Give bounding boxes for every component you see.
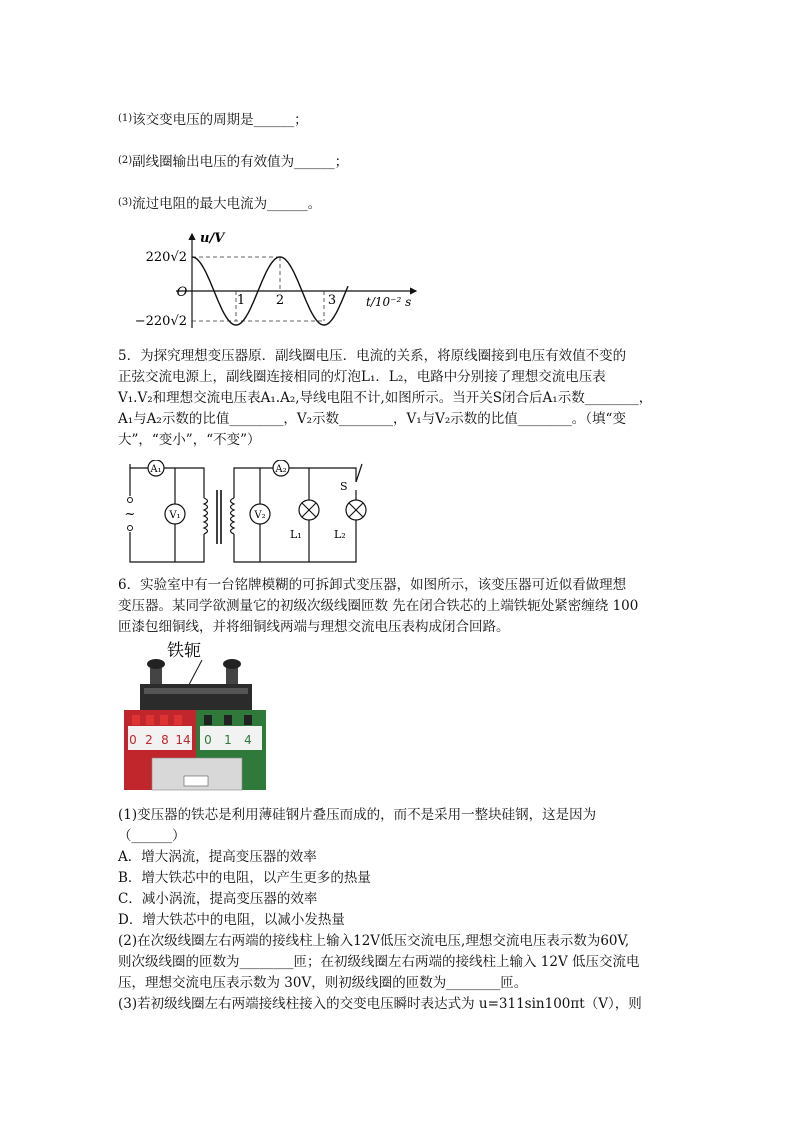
- q5-line-3: V₁.V₂和理想交流电压表A₁.A₂,导线电阻不计,如图所示。当开关S闭合后A₁示数________，: [118, 390, 653, 406]
- left-terminal-0: 0: [129, 733, 137, 747]
- transformer-circuit-diagram: [118, 460, 380, 570]
- voltage-waveform-figure: [118, 228, 428, 333]
- svg-text:A₁: A₁: [150, 464, 162, 475]
- q5-line-1: 5．为探究理想变压器原．副线圈电压．电流的关系，将原线圈接到电压有效值不变的: [118, 348, 627, 364]
- option-d: D．增大铁芯中的电阻，以减小发热量: [118, 912, 345, 928]
- question-item-1: $^{(1)}$该交变电压的周期是______；: [118, 112, 308, 128]
- lamp-l2-label: L₂: [334, 528, 346, 541]
- source-terminal-top: [128, 498, 133, 503]
- q6-line-2: 变压器。某同学欲测量它的初级次级线圈匝数 先在闭合铁芯的上端铁轭处紧密缠绕 100: [118, 598, 639, 614]
- origin-label: O: [176, 285, 188, 300]
- svg-text:A₂: A₂: [275, 464, 287, 475]
- switch-s-label: S: [340, 480, 348, 493]
- q6-sub2-line-1: (2)在次级线圈左右两端的接线柱上输入12V低压交流电压,理想交流电压表示数为60V,: [118, 933, 630, 949]
- x-tick-2: 2: [275, 293, 285, 308]
- q6-sub3-line-1: (3)若初级线圈左右两端接线柱接入的交变电压瞬时表达式为 u=311sin100πt（V），则: [118, 996, 642, 1012]
- q5-line-4: A₁与A₂示数的比值________，V₂示数________，V₁与V₂示数的比值________。（填“变: [118, 411, 626, 427]
- x-axis-label: t/10⁻² s: [366, 295, 412, 309]
- q6-sub2-line-3: 压，理想交流电压表示数为 30V，则初级线圈的匝数为________匝。: [118, 975, 528, 991]
- question-item-3: $^{(3)}$流过电阻的最大电流为______。: [118, 196, 322, 212]
- lamp-l1-label: L₁: [290, 528, 302, 541]
- x-tick-3: 3: [327, 293, 337, 308]
- q5-line-5: 大”，“变小”，“不变”）: [118, 432, 261, 448]
- left-terminal-8: 8: [161, 733, 169, 747]
- lamp-l1: [299, 500, 319, 520]
- svg-text:V₂: V₂: [254, 510, 266, 521]
- option-a: A．增大涡流，提高变压器的效率: [118, 849, 317, 865]
- yoke-label: 铁轭: [167, 641, 201, 661]
- right-terminal-1: 1: [224, 733, 232, 747]
- option-b: B．增大铁芯中的电阻，以产生更多的热量: [118, 870, 371, 886]
- q5-line-2: 正弦交流电源上，副线圈连接相同的灯泡L₁．L₂，电路中分别接了理想交流电压表: [118, 369, 606, 385]
- ac-source-symbol: ~: [124, 507, 136, 522]
- transformer-photo: [122, 640, 270, 800]
- right-terminal-0: 0: [204, 733, 212, 747]
- x-tick-1: 1: [236, 293, 246, 308]
- question-item-2: $^{(2)}$副线圈输出电压的有效值为______；: [118, 154, 349, 170]
- q6-line-1: 6．实验室中有一台铭牌模糊的可拆卸式变压器，如图所示，该变压器可近似看做理想: [118, 577, 627, 593]
- q6-sub1-line-1: (1)变压器的铁芯是利用薄硅钢片叠压而成的，而不是采用一整块硅钢，这是因为: [118, 807, 597, 823]
- y-min-label: −220√2: [134, 314, 187, 329]
- q6-sub1-line-2: （______）: [118, 828, 186, 844]
- left-terminal-14: 14: [175, 733, 191, 747]
- svg-text:V₁: V₁: [169, 510, 181, 521]
- y-max-label: 220√2: [145, 250, 187, 265]
- q6-line-3: 匝漆包细铜线，并将细铜线两端与理想交流电压表构成闭合回路。: [118, 619, 510, 635]
- option-c: C．减小涡流，提高变压器的效率: [118, 891, 318, 907]
- lamp-l2: [346, 500, 366, 520]
- source-terminal-bottom: [128, 526, 133, 531]
- q6-sub2-line-2: 则次级线圈的匝数为________匝；在初级线圈左右两端的接线柱上输入 12V 低压交流电: [118, 954, 640, 970]
- left-terminal-2: 2: [145, 733, 153, 747]
- y-axis-label: u/V: [200, 231, 225, 246]
- right-terminal-4: 4: [244, 733, 252, 747]
